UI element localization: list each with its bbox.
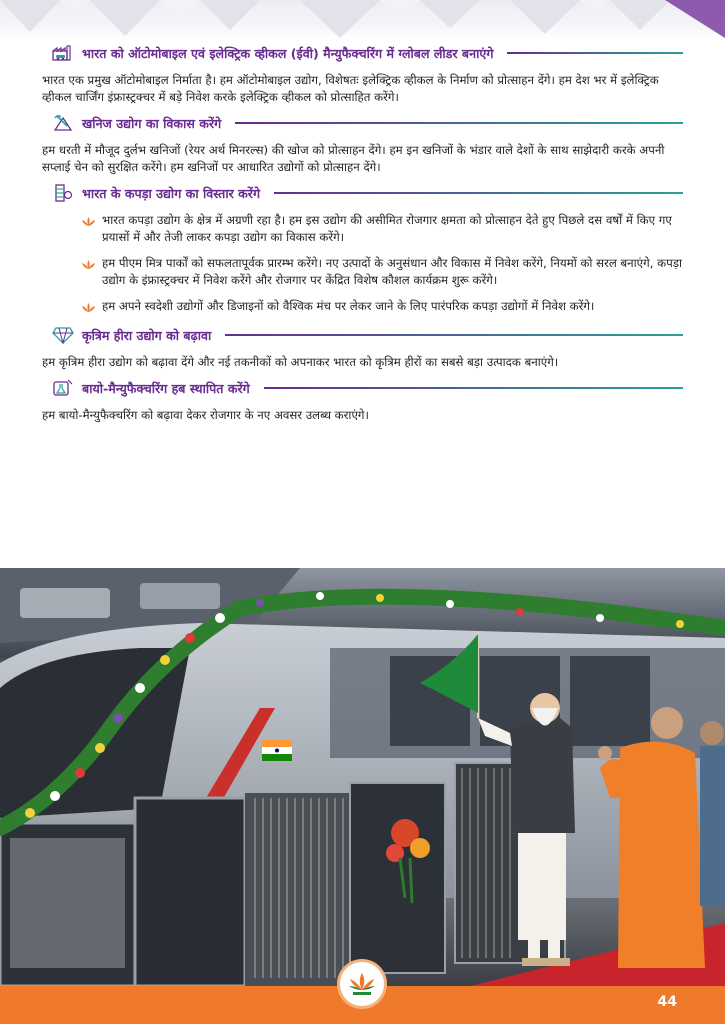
section-paragraph: हम बायो-मैन्युफैक्चरिंग को बढ़ावा देकर रोजगार के नए अवसर उलब्ध कराएंगे। xyxy=(42,408,369,422)
lotus-bullet-icon xyxy=(82,301,95,318)
section-title: कृत्रिम हीरा उद्योग को बढ़ावा xyxy=(82,327,212,343)
top-decorative-band xyxy=(0,0,725,40)
bullet-text: भारत कपड़ा उद्योग के क्षेत्र में अग्रणी रहा है। हम इस उद्योग की असीमित रोजगार क्षमता को प्रोत्साहन देते हुए पिछले दस वर्षों में किए गए प्रयासों में और तेजी लाकर कपड़ा उद्योग का विकास करेंगे। xyxy=(102,213,672,244)
section-heading-minerals xyxy=(52,112,687,134)
textile-icon xyxy=(52,183,74,203)
list-item xyxy=(82,255,687,289)
section-title: भारत के कपड़ा उद्योग का विस्तार करेंगे xyxy=(82,185,261,201)
section-title: भारत को ऑटोमोबाइल एवं इलेक्ट्रिक व्हीकल (ईवी) मैन्युफैक्चरिंग में ग्लोबल लीडर बनाएंगे xyxy=(82,45,494,61)
heading-divider xyxy=(274,192,683,194)
heading-divider xyxy=(507,52,683,54)
heading-divider xyxy=(225,334,683,336)
bio-flask-icon xyxy=(52,378,74,398)
bjp-lotus-logo xyxy=(340,962,384,1006)
section-heading-diamond xyxy=(52,324,687,346)
section-title: खनिज उद्योग का विकास करेंगे xyxy=(82,115,222,131)
section-paragraph: हम कृत्रिम हीरा उद्योग को बढ़ावा देंगे और नई तकनीकों को अपनाकर भारत को कृत्रिम हीरों का सबसे बड़ा उत्पादक बनाएंगे। xyxy=(42,355,559,369)
section-paragraph: हम धरती में मौजूद दुर्लभ खनिजों (रेयर अर्थ मिनरल्स) की खोज को प्रोत्साहन देंगे। हम इन खनिजों के भंडार वाले देशों के साथ साझेदारी करके अपनी सप्लाई चेन को सुरक्षित करेंगे। हम खनिजों पर आधारित उद्योगों को प्रोत्साहन देंगे। xyxy=(42,143,665,174)
lotus-bullet-icon xyxy=(82,215,95,232)
lotus-bullet-icon xyxy=(82,258,95,275)
bullet-text: हम अपने स्वदेशी उद्योगों और डिजाइनों को वैश्विक मंच पर लेकर जाने के लिए पारंपरिक कपड़ा उद्योगों में निवेश करेंगे। xyxy=(102,299,595,313)
bullet-text: हम पीएम मित्र पार्कों को सफलतापूर्वक प्रारम्भ करेंगे। नए उत्पादों के अनुसंधान और विकास में निवेश करेंगे, नियमों को सरल बनाएंगे, कपड़ा उद्योग के इंफ्रास्ट्रक्चर में निवेश करेंगे और रोजगार पर केंद्रित विशेष कौशल कार्यक्रम शुरू करेंगे। xyxy=(102,256,683,287)
section-paragraph: भारत एक प्रमुख ऑटोमोबाइल निर्माता है। हम ऑटोमोबाइल उद्योग, विशेषतः इलेक्ट्रिक व्हीकल के निर्माण को प्रोत्साहन देंगे। हम देश भर में इलेक्ट्रिक व्हीकल चार्जिंग इंफ्रास्ट्रक्चर में बड़े निवेश करके इलेक्ट्रिक व्हीकल को प्रोत्साहित करेंगे। xyxy=(42,73,659,104)
page-number: 44 xyxy=(657,994,677,1010)
manifesto-content xyxy=(42,42,687,430)
list-item xyxy=(82,298,687,315)
factory-car-icon xyxy=(52,43,74,63)
list-item xyxy=(82,212,687,246)
textile-bullet-list xyxy=(42,212,687,315)
heading-divider xyxy=(235,122,683,124)
train-inauguration-photo xyxy=(0,568,725,986)
section-heading-bio xyxy=(52,377,687,399)
section-heading-automobile xyxy=(52,42,687,64)
mining-icon xyxy=(52,113,74,133)
diamond-icon xyxy=(52,325,74,345)
section-title: बायो-मैन्युफैक्चरिंग हब स्थापित करेंगे xyxy=(82,380,250,396)
heading-divider xyxy=(264,387,683,389)
section-heading-textile xyxy=(52,182,687,204)
